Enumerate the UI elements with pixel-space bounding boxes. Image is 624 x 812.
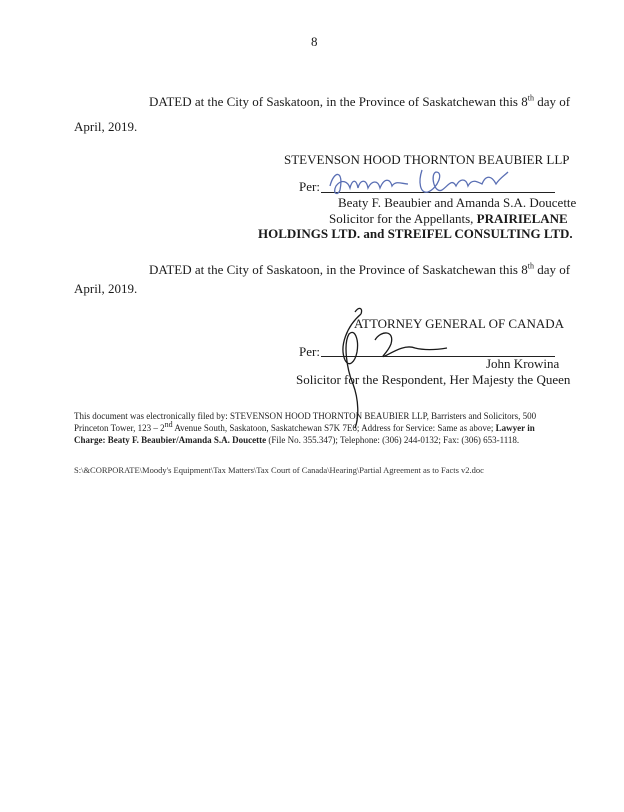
dated-line-respondent <box>149 262 570 278</box>
role-appellants-line1 <box>329 211 568 227</box>
filing-text: Princeton Tower, 123 – 2 <box>74 423 165 433</box>
page-number: 8 <box>311 34 318 49</box>
filing-notice-line2 <box>74 422 536 434</box>
role-appellants-line2: HOLDINGS LTD. and STREIFEL CONSULTING LTD. <box>258 226 573 241</box>
dated-text-end: day of <box>533 262 571 277</box>
party-name: PRAIRIELANE <box>476 211 568 226</box>
per-label-appellants: Per: <box>299 179 320 194</box>
signatory-appellants: Beaty F. Beaubier and Amanda S.A. Doucette <box>338 195 577 210</box>
per-label-respondent: Per: <box>299 344 320 359</box>
lawyer-label: Lawyer in <box>495 423 535 433</box>
filing-notice-line3 <box>74 434 536 446</box>
filing-notice <box>74 410 536 446</box>
dated-ordinal: th <box>527 93 534 103</box>
signatory-respondent: John Krowina <box>486 356 560 371</box>
dated-ordinal: th <box>527 261 534 271</box>
filing-ordinal: nd <box>164 420 173 429</box>
role-respondent: Solicitor for the Respondent, Her Majesty the Queen <box>296 372 571 387</box>
dated-text-end: day of <box>533 94 571 109</box>
filing-contact: (File No. 355.347); Telephone: (306) 244-0132; Fax: (306) 653-1118. <box>266 435 520 445</box>
dated-line-appellants <box>149 94 570 110</box>
dated-year-respondent: April, 2019. <box>74 281 138 296</box>
filing-notice-line1: This document was electronically filed by: STEVENSON HOOD THORNTON BEAUBIER LLP, Barristers and Solicitors, 500 <box>74 411 537 421</box>
dated-text: DATED at the City of Saskatoon, in the Province of Saskatchewan this 8 <box>149 262 528 277</box>
filing-text: Avenue South, Saskatoon, Saskatchewan S7K 7E6; Address for Service: Same as above; <box>172 423 494 433</box>
firm-name-respondent: ATTORNEY GENERAL OF CANADA <box>354 316 565 331</box>
file-path: S:\&CORPORATE\Moody's Equipment\Tax Matters\Tax Court of Canada\Hearing\Partial Agreement as to Facts v2.doc <box>74 465 484 475</box>
role-text: Solicitor for the Appellants, <box>329 211 474 226</box>
dated-year-appellants: April, 2019. <box>74 119 138 134</box>
lawyer-in-charge: Charge: Beaty F. Beaubier/Amanda S.A. Doucette <box>74 435 267 445</box>
firm-name-appellants: STEVENSON HOOD THORNTON BEAUBIER LLP <box>284 152 570 167</box>
dated-text: DATED at the City of Saskatoon, in the Province of Saskatchewan this 8 <box>149 94 528 109</box>
